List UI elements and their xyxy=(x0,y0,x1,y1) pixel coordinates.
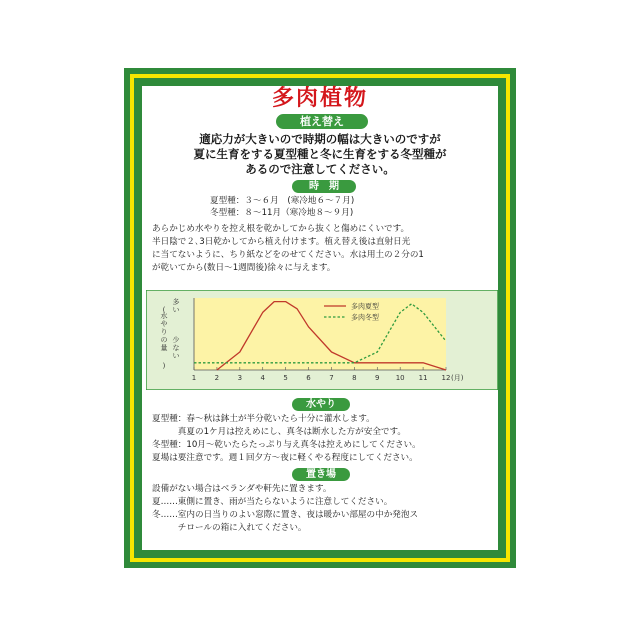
place-text-1: 設備がない場合はベランダや軒先に置きます。 xyxy=(152,484,332,494)
chart-x-unit: (月) xyxy=(451,374,464,382)
chart-x-tick-label: 11 xyxy=(418,374,428,382)
repot-text-1: あらかじめ水やりを控え根を乾かしてから抜くと傷めにくいです。 xyxy=(152,224,410,234)
section-heading-repot: 植え替え xyxy=(276,114,368,129)
section-heading-timing: 時 期 xyxy=(292,180,356,193)
chart-y-bottom-label: 少 xyxy=(172,336,180,344)
chart-x-tick-label: 6 xyxy=(306,374,311,382)
chart-x-tick-label: 9 xyxy=(375,374,380,382)
timing-summer: 夏型種：３〜６月 (寒冷地６〜７月) xyxy=(210,196,355,206)
chart-x-tick-label: 8 xyxy=(352,374,357,382)
lead-line-1: 適応力が大きいので時期の幅は大きいのですが xyxy=(199,132,441,146)
poster-yellow-border xyxy=(130,74,510,562)
poster xyxy=(124,68,516,568)
chart-y-axis-label: や xyxy=(160,320,168,328)
section-heading-water: 水やり xyxy=(292,398,350,411)
chart-x-tick-label: 3 xyxy=(237,374,243,382)
chart-y-axis-label: の xyxy=(160,336,168,344)
repot-text-2: 半日陰で２､3日乾かしてから植え付けます。植え替え後は直射日光 xyxy=(152,237,411,247)
place-text-4: チロールの箱に入れてください。 xyxy=(152,523,307,533)
poster-content xyxy=(142,86,498,550)
poster-green-border xyxy=(134,78,506,558)
chart-x-tick-label: 1 xyxy=(191,374,197,382)
chart-y-bottom-label: い xyxy=(172,352,180,360)
chart-y-axis-label: り xyxy=(160,328,168,336)
lead-line-2: 夏に生育をする夏型種と冬に生育をする冬型種が xyxy=(193,147,447,161)
water-text-1: 夏型種：春〜秋は鉢土が半分乾いたら十分に灌水します。 xyxy=(152,414,375,424)
repot-text-4: が乾いてから(数日〜1週間後)徐々に与えます。 xyxy=(152,263,336,273)
water-text-3: 冬型種：10月〜乾いたらたっぷり与え真冬は控えめにしてください。 xyxy=(152,440,421,450)
chart-x-tick-label: 4 xyxy=(260,374,265,382)
watering-chart xyxy=(146,290,498,390)
lead-line-3: あるので注意してください。 xyxy=(245,162,395,176)
water-text-2: 真夏の1ケ月は控えめにし、真冬は断水した方が安全です。 xyxy=(152,427,406,437)
chart-y-top-label: い xyxy=(172,306,180,314)
place-text-2: 夏……東側に置き、雨が当たらないように注意してください。 xyxy=(152,497,393,507)
chart-plot-area xyxy=(194,298,446,370)
chart-y-bottom-label: な xyxy=(172,344,180,352)
chart-x-tick-label: 5 xyxy=(283,374,288,382)
chart-y-axis-label: 量 xyxy=(160,344,168,352)
chart-x-tick-label: 10 xyxy=(395,374,405,382)
chart-y-top-label: 多 xyxy=(172,298,180,306)
chart-y-axis-label-open: ( xyxy=(162,306,166,314)
place-text-3: 冬……室内の日当りのよい窓際に置き、夜は暖かい部屋の中か発泡ス xyxy=(152,510,419,520)
timing-winter: 冬型種：８〜11月（寒冷地８〜９月) xyxy=(210,208,354,218)
repot-text-3: に当てないように、ちり紙などをのせてください。水は用土の２分の1 xyxy=(152,250,424,260)
chart-y-axis-label-close: ) xyxy=(162,362,166,370)
water-text-4: 夏場は要注意です。週１回夕方〜夜に軽くやる程度にしてください。 xyxy=(152,453,418,463)
chart-y-axis-label: 水 xyxy=(160,312,168,320)
section-heading-place: 置き場 xyxy=(292,468,350,481)
chart-x-tick-label: 12 xyxy=(441,374,451,382)
page-title: 多肉植物 xyxy=(271,86,368,111)
chart-legend-label-1: 多肉夏型 xyxy=(351,302,379,311)
chart-legend-label-2: 多肉冬型 xyxy=(351,313,379,322)
chart-x-tick-label: 2 xyxy=(214,374,220,382)
chart-x-tick-label: 7 xyxy=(329,374,334,382)
